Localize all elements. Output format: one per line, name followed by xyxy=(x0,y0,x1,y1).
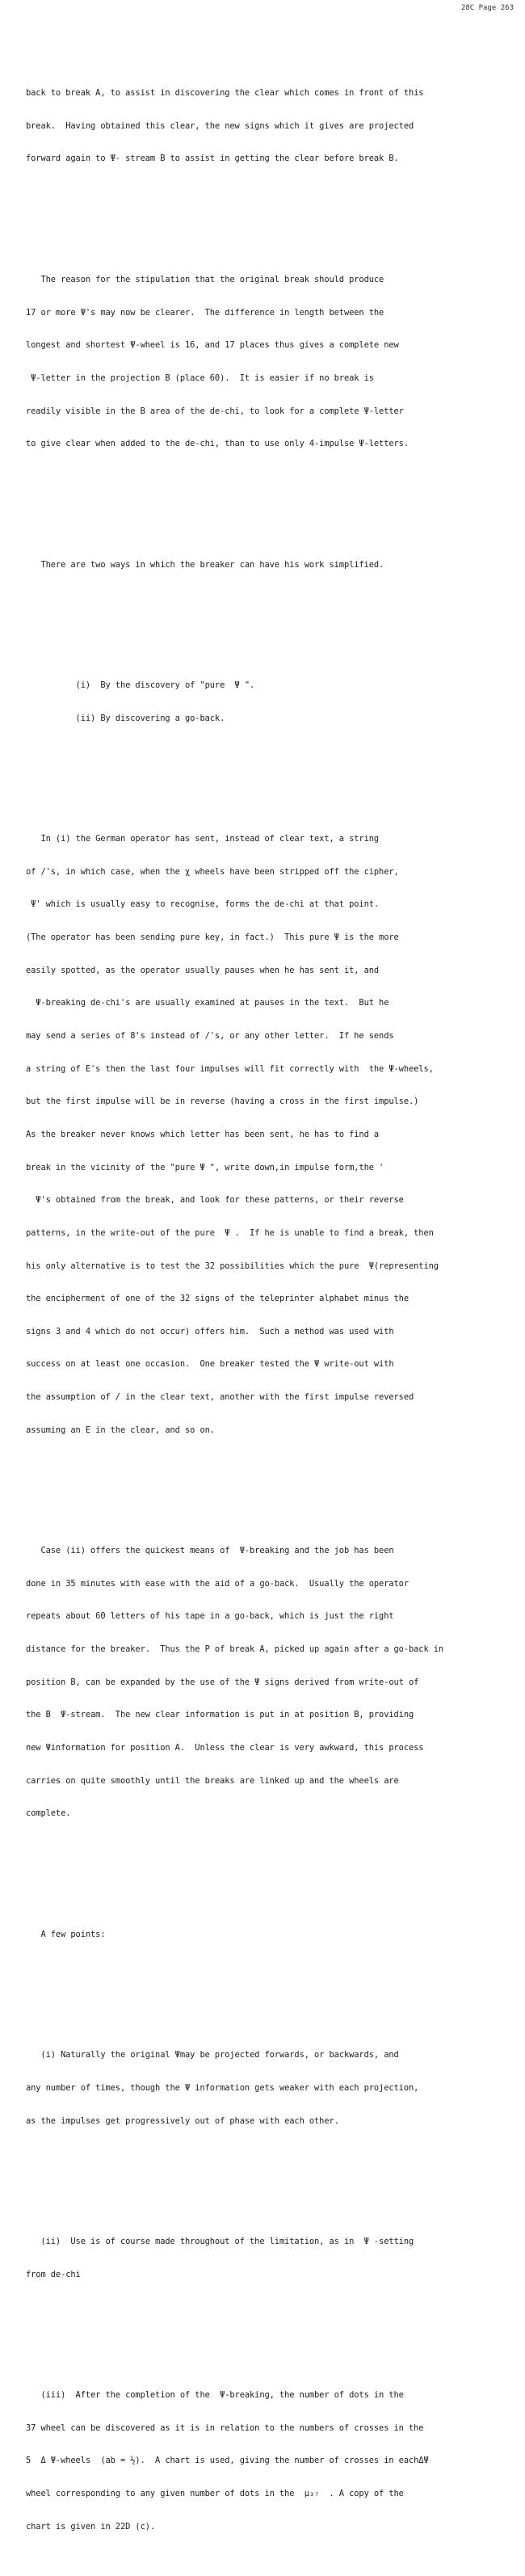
text-line: position B, can be expanded by the use of the Ψ signs derived from write-out of xyxy=(26,1677,419,1687)
text-line: readily visible in the B area of the de-chi, to look for a complete Ψ-letter xyxy=(26,406,404,416)
text-line: 17 or more Ψ's may now be clearer. The difference in length between the xyxy=(26,307,384,318)
text-line: to give clear when added to the de-chi, than to use only 4-impulse Ψ-letters. xyxy=(26,439,409,449)
paragraph-pure-psi xyxy=(26,812,510,1458)
text-line: assuming an E in the clear, and so on. xyxy=(26,1425,215,1435)
text-line: as the impulses get progressively out of phase with each other. xyxy=(26,2115,339,2126)
text-line: signs 3 and 4 which do not occur) offers him. Such a method was used with xyxy=(26,1326,394,1336)
list-item: (ii) By discovering a go-back. xyxy=(26,713,225,723)
paragraph-point-i xyxy=(26,2028,510,2149)
text-line: carries on quite smoothly until the breaks are linked up and the wheels are xyxy=(26,1775,399,1786)
text-line: success on at least one occasion. One breaker tested the Ψ write-out with xyxy=(26,1359,394,1370)
text-line: Ψ-letter in the projection B (place 60). It is easier if no break is xyxy=(26,373,374,383)
text-line: from de-chi xyxy=(26,2269,81,2279)
text-line: patterns, in the write-out of the pure Ψ . If he is unable to find a break, then xyxy=(26,1227,434,1238)
paragraph-two-ways xyxy=(26,538,510,593)
text-line: The reason for the stipulation that the original break should produce xyxy=(26,274,384,284)
text-line: wheel corresponding to any given number of dots in the μ₃₇ . A copy of the xyxy=(26,2489,404,2499)
text-line: easily spotted, as the operator usually pauses when he has sent it, and xyxy=(26,965,380,975)
text-line: Ψ' which is usually easy to recognise, forms the de-chi at that point. xyxy=(26,899,380,910)
text-line: longest and shortest Ψ-wheel is 16, and 17 places thus gives a complete new xyxy=(26,340,399,351)
paragraph-stipulation xyxy=(26,253,510,472)
text-line: the assumption of / in the clear text, another with the first impulse reversed xyxy=(26,1392,414,1403)
text-line: a string of E's then the last four impulses will fit correctly with the Ψ-wheels, xyxy=(26,1063,434,1074)
text-line: repeats about 60 letters of his tape in a go-back, which is just the right xyxy=(26,1611,394,1622)
text-line: the B Ψ-stream. The new clear information is put in at position B, providing xyxy=(26,1710,414,1720)
paragraph-go-back xyxy=(26,1524,510,1842)
text-line: (iii) After the completion of the Ψ-breaking, the number of dots in the xyxy=(26,2390,404,2401)
text-line: A few points: xyxy=(26,1929,106,1939)
text-line: any number of times, though the Ψ information gets weaker with each projection, xyxy=(26,2082,419,2093)
text-line: back to break A, to assist in discovering the clear which comes in front of this xyxy=(26,88,424,99)
text-line: 37 wheel can be discovered as it is in relation to the numbers of crosses in the xyxy=(26,2422,424,2433)
text-line: 5 Δ Ψ-wheels (ab = ½). A chart is used, giving the number of crosses in eachΔΨ xyxy=(26,2456,429,2466)
text-line: As the breaker never knows which letter has been sent, he has to find a xyxy=(26,1129,380,1139)
page-header-label: 28C Page 263 xyxy=(460,4,514,12)
text-line: forward again to Ψ- stream B to assist in getting the clear before break B. xyxy=(26,154,399,164)
text-line: break in the vicinity of the "pure Ψ ", write down,in impulse form,the ' xyxy=(26,1162,384,1172)
document-body xyxy=(26,44,510,2576)
text-line: new Ψinformation for position A. Unless the clear is very awkward, this process xyxy=(26,1743,424,1753)
text-line: of /'s, in which case, when the χ wheels have been stripped off the cipher, xyxy=(26,866,399,877)
paragraph-few-points xyxy=(26,1908,510,1963)
paragraph-projection xyxy=(26,66,510,187)
list-methods xyxy=(26,659,510,746)
text-line: (The operator has been sending pure key, in fact.) This pure Ψ is the more xyxy=(26,932,399,943)
text-line: distance for the breaker. Thus the P of break A, picked up again after a go-back in xyxy=(26,1644,444,1655)
text-line: (i) Naturally the original Ψmay be projected forwards, or backwards, and xyxy=(26,2050,399,2060)
text-line: In (i) the German operator has sent, instead of clear text, a string xyxy=(26,834,380,844)
text-line: complete. xyxy=(26,1808,71,1819)
text-line: (ii) Use is of course made throughout of the limitation, as in Ψ -setting xyxy=(26,2237,414,2246)
text-line: break. Having obtained this clear, the new signs which it gives are projected xyxy=(26,120,414,131)
text-line: chart is given in 22D (c). xyxy=(26,2521,156,2532)
paragraph-point-iii xyxy=(26,2368,510,2554)
text-line: There are two ways in which the breaker can have his work simplified. xyxy=(26,559,384,570)
text-line: his only alternative is to test the 32 possibilities which the pure Ψ(representing xyxy=(26,1261,439,1271)
text-line: done in 35 minutes with ease with the aid of a go-back. Usually the operator xyxy=(26,1578,409,1589)
text-line: Ψ-breaking de-chi's are usually examined at pauses in the text. But he xyxy=(26,998,389,1008)
text-line: the encipherment of one of the 32 signs of the teleprinter alphabet minus the xyxy=(26,1294,409,1304)
paragraph-point-ii xyxy=(26,2215,510,2302)
text-line: but the first impulse will be in reverse (having a cross in the first impulse.) xyxy=(26,1096,419,1107)
list-item: (i) By the discovery of "pure Ψ ". xyxy=(26,680,255,691)
text-line: may send a series of 8's instead of /'s, or any other letter. If he sends xyxy=(26,1031,394,1042)
text-line: Case (ii) offers the quickest means of Ψ-breaking and the job has been xyxy=(26,1546,394,1556)
text-line: Ψ's obtained from the break, and look for these patterns, or their reverse xyxy=(26,1195,404,1206)
